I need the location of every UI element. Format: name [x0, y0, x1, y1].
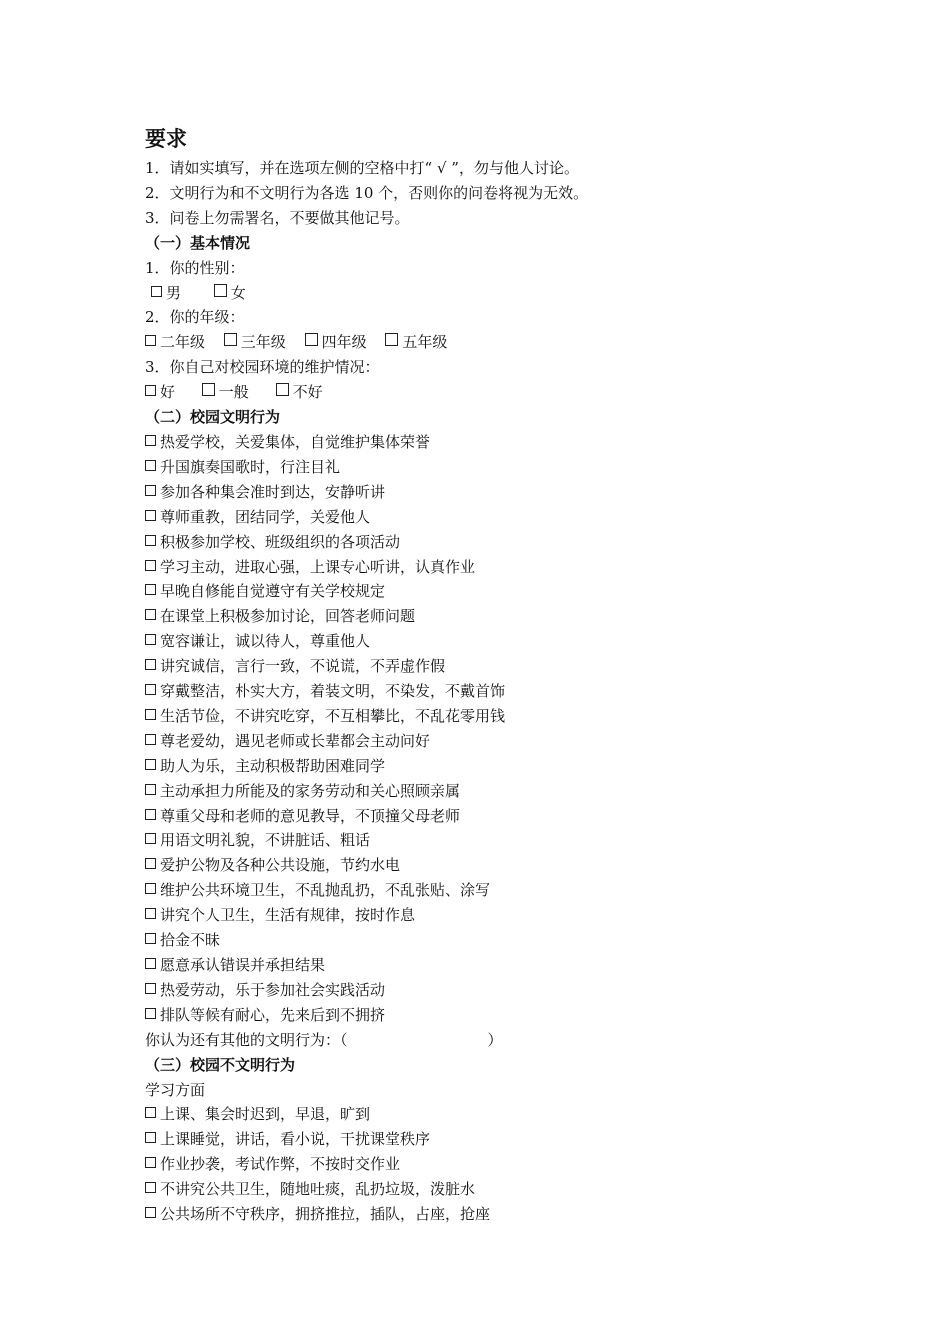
- checkbox[interactable]: [145, 1008, 156, 1019]
- list-item[interactable]: [145, 654, 865, 679]
- list-item[interactable]: [145, 704, 865, 729]
- item-label: 升国旗奏国歌时，行注目礼: [160, 457, 341, 476]
- questionnaire: [145, 118, 865, 1227]
- checkbox[interactable]: [145, 709, 156, 720]
- checkbox[interactable]: [145, 759, 156, 770]
- checkbox[interactable]: [145, 1132, 156, 1143]
- checkbox[interactable]: [145, 510, 156, 521]
- item-label: 讲究个人卫生，生活有规律，按时作息: [160, 906, 416, 925]
- item-label: 热爱学校，关爱集体，自觉维护集体荣誉: [160, 432, 431, 451]
- list-item[interactable]: [145, 1202, 865, 1227]
- item-label: 宽容谦让，诚以待人，尊重他人: [160, 632, 371, 651]
- checkbox[interactable]: [145, 1107, 156, 1118]
- list-item[interactable]: [145, 1003, 865, 1028]
- checkbox[interactable]: [145, 485, 156, 496]
- item-label: 作业抄袭，考试作弊，不按时交作业: [160, 1155, 401, 1174]
- checkbox[interactable]: [224, 333, 237, 346]
- item-label: 尊老爱幼，遇见老师或长辈都会主动问好: [160, 731, 431, 750]
- gender-options: [145, 281, 865, 306]
- checkbox[interactable]: [145, 1207, 156, 1218]
- list-item[interactable]: [145, 1127, 865, 1152]
- environment-options: [145, 380, 865, 405]
- checkbox[interactable]: [145, 833, 156, 844]
- checkbox[interactable]: [145, 385, 156, 396]
- item-label: 尊师重教，团结同学，关爱他人: [160, 507, 371, 526]
- item-label: 主动承担力所能及的家务劳动和关心照顾亲属: [160, 781, 461, 800]
- list-item[interactable]: [145, 505, 865, 530]
- list-item[interactable]: [145, 953, 865, 978]
- question-environment: 3．你自己对校园环境的维护情况：: [145, 358, 380, 377]
- list-item[interactable]: [145, 579, 865, 604]
- option-male[interactable]: [151, 281, 181, 306]
- item-label: 早晚自修能自觉遵守有关学校规定: [160, 582, 386, 601]
- checkbox[interactable]: [145, 634, 156, 645]
- checkbox[interactable]: [145, 1157, 156, 1168]
- civil-other-prompt: [145, 1028, 865, 1053]
- checkbox[interactable]: [145, 535, 156, 546]
- list-item[interactable]: [145, 729, 865, 754]
- option-average[interactable]: [202, 380, 249, 405]
- checkbox[interactable]: [145, 335, 156, 346]
- list-item[interactable]: [145, 555, 865, 580]
- list-item[interactable]: [145, 1102, 865, 1127]
- option-grade-3[interactable]: [224, 330, 286, 355]
- checkbox[interactable]: [145, 958, 156, 969]
- option-bad[interactable]: [276, 380, 323, 405]
- item-label: 穿戴整洁，朴实大方，着装文明，不染发，不戴首饰: [160, 682, 506, 701]
- section-civil-heading: （二）校园文明行为: [145, 408, 281, 427]
- list-item[interactable]: [145, 1152, 865, 1177]
- item-label: 热爱劳动，乐于参加社会实践活动: [160, 980, 386, 999]
- checkbox[interactable]: [145, 1182, 156, 1193]
- item-label: 上课、集会时迟到，早退，旷到: [160, 1105, 371, 1124]
- item-label: 排队等候有耐心，先来后到不拥挤: [160, 1005, 386, 1024]
- checkbox[interactable]: [145, 609, 156, 620]
- checkbox[interactable]: [385, 333, 398, 346]
- list-item[interactable]: [145, 679, 865, 704]
- item-label: 用语文明礼貌，不讲脏话、粗话: [160, 831, 371, 850]
- list-item[interactable]: [145, 978, 865, 1003]
- uncivil-behavior-list: [145, 1102, 865, 1227]
- checkbox[interactable]: [145, 734, 156, 745]
- option-label: 男: [166, 283, 182, 302]
- civil-behavior-list: [145, 430, 865, 1028]
- list-item[interactable]: [145, 828, 865, 853]
- checkbox[interactable]: [145, 460, 156, 471]
- option-good[interactable]: [145, 380, 175, 405]
- list-item[interactable]: [145, 853, 865, 878]
- item-label: 参加各种集会准时到达，安静听讲: [160, 482, 386, 501]
- item-label: 讲究诚信，言行一致，不说谎，不弄虚作假: [160, 657, 446, 676]
- requirement-item: 2．文明行为和不文明行为各选 10 个，否则你的问卷将视为无效。: [145, 183, 589, 202]
- option-grade-2[interactable]: [145, 330, 205, 355]
- checkbox[interactable]: [145, 858, 156, 869]
- checkbox[interactable]: [145, 435, 156, 446]
- option-grade-4[interactable]: [305, 330, 367, 355]
- requirements-title: 要求: [145, 127, 187, 151]
- section-basic-heading: （一）基本情况: [145, 233, 251, 252]
- list-item[interactable]: [145, 629, 865, 654]
- item-label: 愿意承认错误并承担结果: [160, 956, 326, 974]
- item-label: 在课堂上积极参加讨论，回答老师问题: [160, 607, 416, 626]
- option-label: 五年级: [402, 333, 448, 352]
- option-label: 四年级: [321, 333, 367, 352]
- checkbox[interactable]: [145, 983, 156, 994]
- item-label: 积极参加学校、班级组织的各项活动: [160, 532, 401, 551]
- checkbox[interactable]: [276, 383, 289, 396]
- option-female[interactable]: [214, 281, 246, 306]
- list-item[interactable]: [145, 480, 865, 505]
- checkbox[interactable]: [145, 784, 156, 795]
- checkbox[interactable]: [145, 584, 156, 595]
- option-label: 一般: [218, 383, 249, 402]
- list-item[interactable]: [145, 928, 865, 953]
- checkbox[interactable]: [145, 684, 156, 695]
- prompt-close: ）: [487, 1030, 503, 1049]
- grade-options: [145, 330, 865, 355]
- option-label: 三年级: [240, 333, 286, 352]
- item-label: 生活节俭，不讲究吃穿，不互相攀比，不乱花零用钱: [160, 706, 506, 725]
- item-label: 不讲究公共卫生，随地吐痰，乱扔垃圾，泼脏水: [160, 1180, 476, 1199]
- checkbox[interactable]: [214, 284, 227, 297]
- item-label: 爱护公物及各种公共设施，节约水电: [160, 856, 401, 875]
- item-label: 维护公共环境卫生，不乱抛乱扔，不乱张贴、涂写: [160, 881, 491, 900]
- requirement-item: 3．问卷上勿需署名，不要做其他记号。: [145, 208, 410, 227]
- list-item[interactable]: [145, 1177, 865, 1202]
- list-item[interactable]: [145, 779, 865, 804]
- section-uncivil-heading: （三）校园不文明行为: [145, 1055, 296, 1074]
- uncivil-subheading: 学习方面: [145, 1080, 206, 1099]
- item-label: 学习主动，进取心强，上课专心听讲，认真作业: [160, 557, 476, 576]
- list-item[interactable]: [145, 430, 865, 455]
- checkbox[interactable]: [145, 659, 156, 670]
- item-label: 助人为乐，主动积极帮助困难同学: [160, 756, 386, 775]
- item-label: 拾金不昧: [160, 931, 221, 950]
- checkbox[interactable]: [151, 286, 162, 297]
- checkbox[interactable]: [145, 908, 156, 919]
- checkbox[interactable]: [145, 809, 156, 820]
- checkbox[interactable]: [202, 383, 215, 396]
- item-label: 尊重父母和老师的意见教导，不顶撞父母老师: [160, 806, 461, 825]
- list-item[interactable]: [145, 903, 865, 928]
- item-label: 公共场所不守秩序，拥挤推拉，插队，占座，抢座: [160, 1205, 491, 1224]
- list-item[interactable]: [145, 604, 865, 629]
- requirement-item: 1．请如实填写，并在选项左侧的空格中打“ √ ”，勿与他人讨论。: [145, 159, 579, 177]
- option-label: 女: [230, 283, 246, 302]
- option-label: 好: [160, 383, 176, 402]
- option-label: 二年级: [160, 333, 206, 352]
- list-item[interactable]: [145, 455, 865, 480]
- prompt-text: 你认为还有其他的文明行为：（: [145, 1030, 348, 1049]
- item-label: 上课睡觉，讲话，看小说，干扰课堂秩序: [160, 1130, 431, 1149]
- question-gender: 1．你的性别：: [145, 258, 245, 277]
- list-item[interactable]: [145, 804, 865, 829]
- question-grade: 2．你的年级：: [145, 308, 245, 327]
- checkbox[interactable]: [145, 560, 156, 571]
- checkbox[interactable]: [305, 333, 318, 346]
- checkbox[interactable]: [145, 933, 156, 944]
- list-item[interactable]: [145, 754, 865, 779]
- list-item[interactable]: [145, 878, 865, 903]
- option-grade-5[interactable]: [385, 330, 447, 355]
- option-label: 不好: [292, 383, 323, 402]
- list-item[interactable]: [145, 530, 865, 555]
- checkbox[interactable]: [145, 883, 156, 894]
